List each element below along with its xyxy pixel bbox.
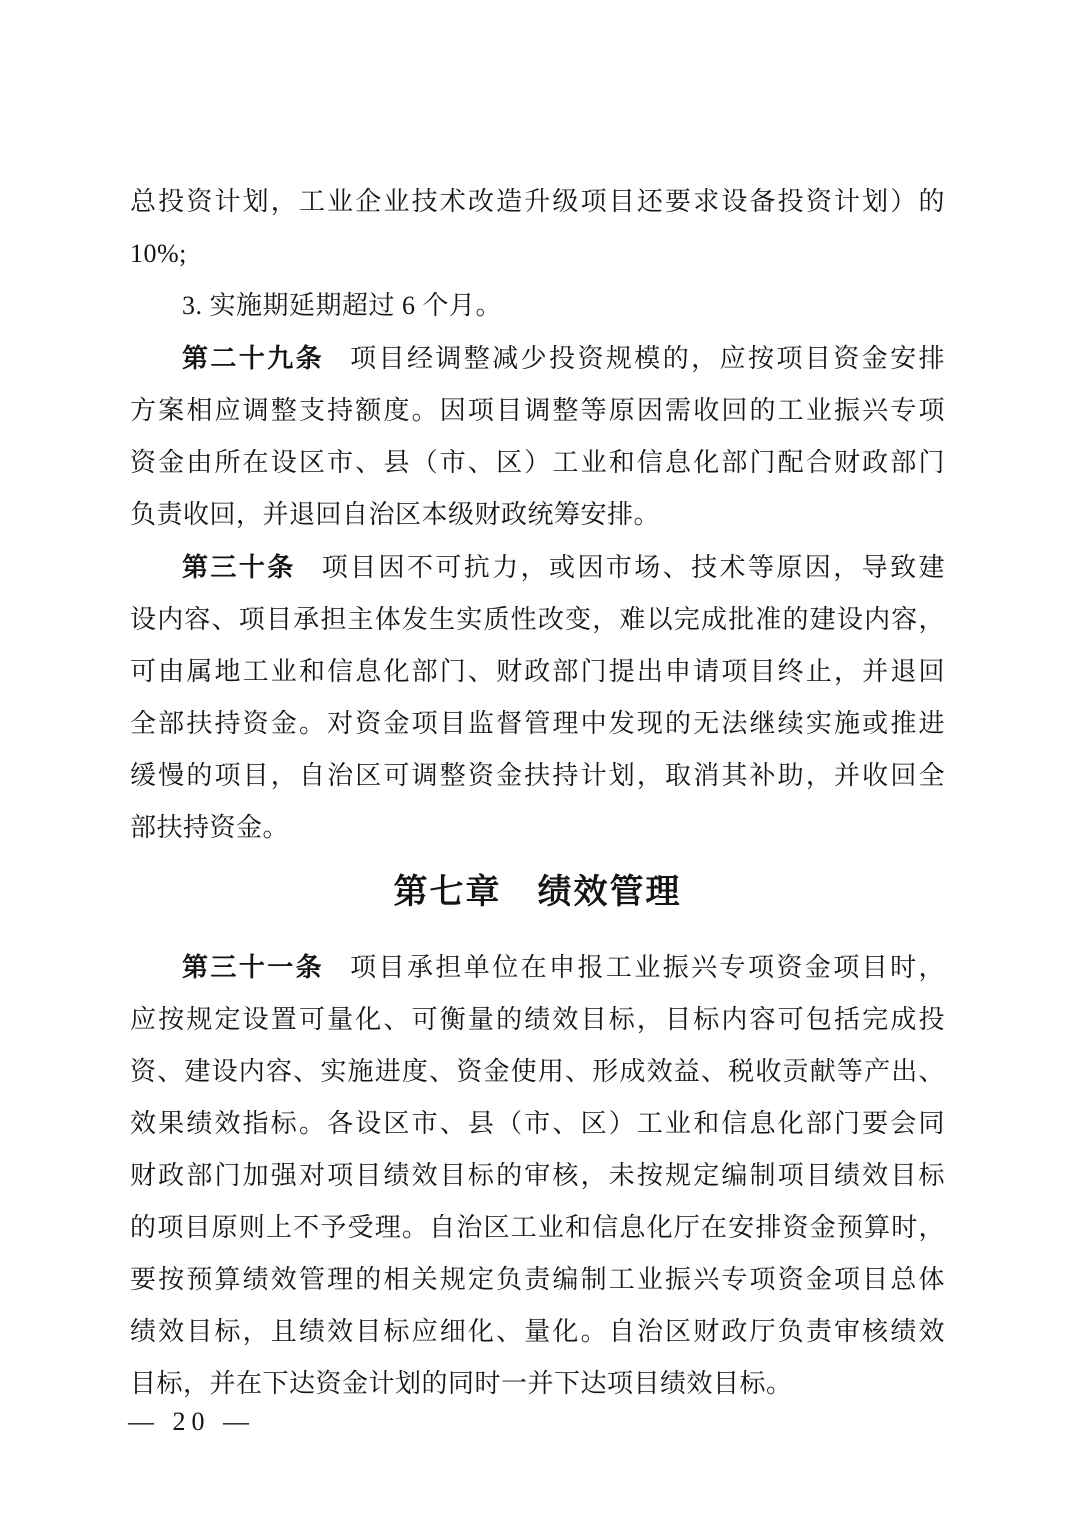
text-line: 应按规定设置可量化、可衡量的绩效目标，目标内容可包括完成投 <box>130 1005 945 1034</box>
article-number-30: 第三十条 <box>182 552 296 582</box>
article-number-31: 第三十一条 <box>182 952 325 982</box>
text-line: 效果绩效指标。各设区市、县（市、区）工业和信息化部门要会同 <box>130 1109 945 1138</box>
page-number <box>128 1402 255 1442</box>
paragraph-article-30 <box>130 541 945 854</box>
text-line <box>130 332 945 385</box>
paragraph-continuation <box>130 176 945 280</box>
text-line: 要按预算绩效管理的相关规定负责编制工业振兴专项资金项目总体 <box>130 1265 945 1294</box>
page-number-label: — 20 — <box>128 1407 255 1436</box>
article-first-line-text: 项目承担单位在申报工业振兴专项资金项目时， <box>350 953 945 982</box>
text-line: 负责收回，并退回自治区本级财政统筹安排。 <box>130 500 661 529</box>
text-line: 方案相应调整支持额度。因项目调整等原因需收回的工业振兴专项 <box>130 396 945 425</box>
text-line: 资、建设内容、实施进度、资金使用、形成效益、税收贡献等产出、 <box>130 1057 945 1086</box>
text-line: 可由属地工业和信息化部门、财政部门提出申请项目终止，并退回 <box>130 657 945 686</box>
text-line: 的项目原则上不予受理。自治区工业和信息化厅在安排资金预算时， <box>130 1213 945 1242</box>
document-body <box>130 176 945 1410</box>
paragraph-article-31 <box>130 941 945 1410</box>
text-line <box>130 541 945 594</box>
text-line: 资金由所在设区市、县（市、区）工业和信息化部门配合财政部门 <box>130 448 945 477</box>
text-line: 全部扶持资金。对资金项目监督管理中发现的无法继续实施或推进 <box>130 709 945 738</box>
article-first-line-text: 项目因不可抗力，或因市场、技术等原因，导致建 <box>321 553 945 582</box>
paragraph-article-29 <box>130 332 945 541</box>
text-line: 部扶持资金。 <box>130 813 290 842</box>
text-line: 目标，并在下达资金计划的同时一并下达项目绩效目标。 <box>130 1369 793 1398</box>
text-line: 10%; <box>130 239 187 268</box>
text-line: 3. 实施期延期超过 6 个月。 <box>182 291 503 320</box>
article-number-29: 第二十九条 <box>182 343 325 373</box>
paragraph-item-3 <box>130 280 945 332</box>
text-line: 设内容、项目承担主体发生实质性改变，难以完成批准的建设内容， <box>130 605 945 634</box>
text-line <box>130 941 945 994</box>
text-line: 财政部门加强对项目绩效目标的审核，未按规定编制项目绩效目标 <box>130 1161 945 1190</box>
chapter-heading: 第七章 绩效管理 <box>393 873 682 911</box>
article-first-line-text: 项目经调整减少投资规模的，应按项目资金安排 <box>350 344 945 373</box>
text-line: 缓慢的项目，自治区可调整资金扶持计划，取消其补助，并收回全 <box>130 761 945 790</box>
text-line: 总投资计划，工业企业技术改造升级项目还要求设备投资计划）的 <box>130 187 945 216</box>
text-line: 绩效目标，且绩效目标应细化、量化。自治区财政厅负责审核绩效 <box>130 1317 945 1346</box>
